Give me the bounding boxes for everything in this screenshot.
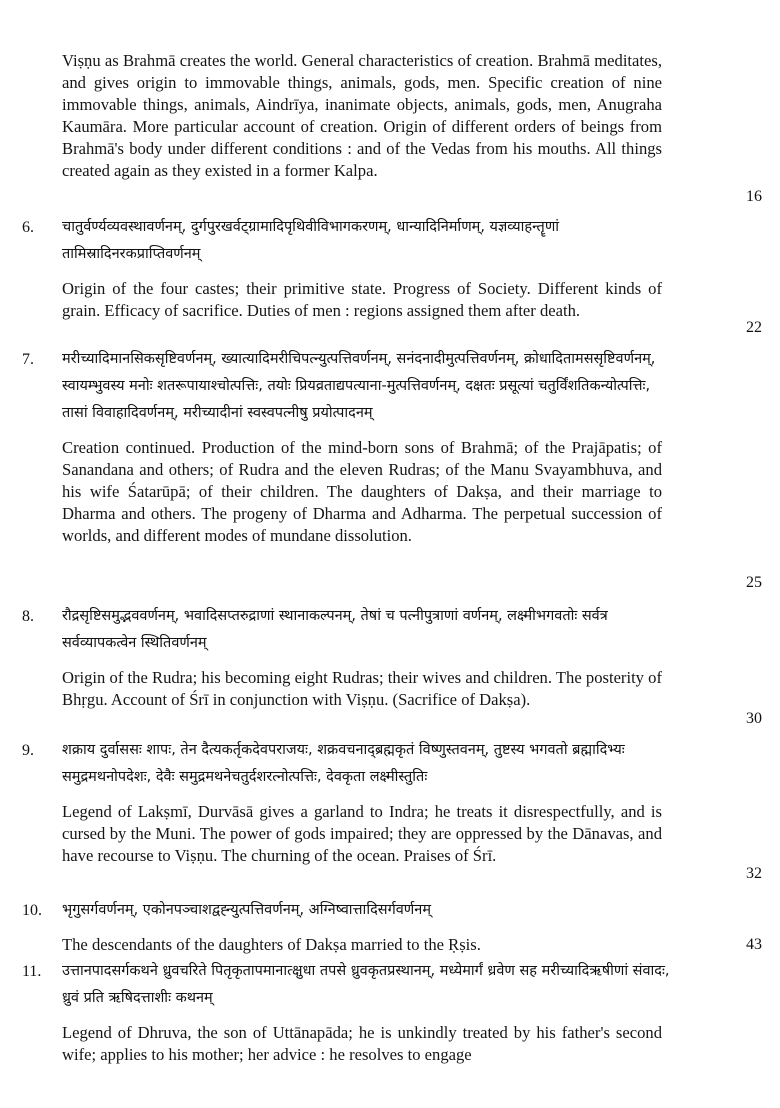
entry-page-number: 16: [746, 188, 762, 205]
entry-english: Viṣṇu as Brahmā creates the world. General characteristics of creation. Brahmā meditates, and gives origin to immovable things, animals, gods, men. Specific creation of nine immovable things, animals, Aindrīya, inanimate objects, animals, gods, men, Anugraha Kaumāra. More particular account of creation. Origin of different orders of beings from Brahmā's body under different conditions : and of the Vedas from his mouths. All things created again as they existed in a former Kalpa.: [62, 51, 662, 180]
entry-english: Origin of the four castes; their primitive state. Progress of Society. Different kinds of grain. Efficacy of sacrifice. Duties of men : regions assigned them after death.: [62, 279, 662, 320]
entry-page-number: 25: [746, 574, 762, 591]
entry-page-number: 32: [746, 865, 762, 882]
entry-page-number: 22: [746, 319, 762, 336]
entry-english: The descendants of the daughters of Dakṣa married to the Ṛṣis.: [62, 935, 481, 954]
entry-number: 6.: [22, 219, 34, 236]
entry-number: 7.: [22, 351, 34, 368]
entry-english: Legend of Dhruva, the son of Uttānapāda; he is unkindly treated by his father's second wife; applies to his mother; her advice : he resolves to engage: [62, 1023, 662, 1064]
entry-7: [0, 346, 780, 591]
entry-9: [0, 737, 780, 882]
entry-page-number: 30: [746, 710, 762, 727]
entry-8: [0, 603, 780, 727]
entry-english: Legend of Lakṣmī, Durvāsā gives a garland to Indra; he treats it disrespectfully, and is cursed by the Muni. The power of gods impaired; they are oppressed by the Dānavas, and have recourse to Viṣṇu. The churning of the ocean. Praises of Śrī.: [62, 802, 662, 865]
entry-sanskrit: मरीच्यादिमानसिकसृष्टिवर्णनम्, ख्यात्यादिमरीचिपत्न्युत्पत्तिवर्णनम्, सनंदनादीमुत्पत्तिवर्णनम्, क्रोधादितामससृष्टिवर्णनम्, स्वायम्भुवस्य मनोः शतरूपायाश्चोत्पत्तिः, तयोः प्रियव्रताद्यपत्याना-मुत्पत्तिवर्णनम्, दक्षतः प्रसूत्यां चतुर्विंशतिकन्योत्पत्तिः, तासां विवाहादिवर्णनम्, मरीच्यादीनां स्वस्वपत्नीषु प्रयोत्पादनम्: [62, 351, 656, 421]
entry-5-continuation: [0, 50, 780, 205]
entry-sanskrit: चातुर्वर्ण्यव्यवस्थावर्णनम्, दुर्गपुरखर्वट्ग्रामादिपृथिवीविभागकरणम्, धान्यादिनिर्माणम्, यज्ञव्याहन्तॄणां तामिस्रादिनरकप्राप्तिवर्णनम्: [62, 219, 560, 262]
entry-english: Creation continued. Production of the mind-born sons of Brahmā; of the Prajāpatis; of Sanandana and others; of Rudra and the eleven Rudras; of the Manu Svayambhuva, and his wife Śatarūpā; of their children. The daughters of Dakṣa, and their marriage to Dharma and others. The progeny of Dharma and Adharma. The perpetual succession of worlds, and different modes of mundane dissolution.: [62, 438, 662, 545]
entry-sanskrit: भृगुसर्गवर्णनम्, एकोनपञ्चाशद्वह्न्युत्पत्तिवर्णनम्, अग्निष्वात्तादिसर्गवर्णनम्: [62, 902, 432, 918]
entry-6: [0, 214, 780, 336]
entry-english: Origin of the Rudra; his becoming eight Rudras; their wives and children. The posterity of Bhṛgu. Account of Śrī in conjunction with Viṣṇu. (Sacrifice of Dakṣa).: [62, 668, 662, 709]
entry-page-number: 43: [746, 936, 762, 953]
entry-10: [0, 897, 780, 956]
entry-number: 8.: [22, 608, 34, 625]
entry-11: [0, 958, 780, 1066]
entry-number: 11.: [22, 963, 42, 980]
entry-number: 9.: [22, 742, 34, 759]
entry-sanskrit: उत्तानपादसर्गकथने ध्रुवचरिते पितृकृतापमानात्क्षुधा तपसे ध्रुवकृतप्रस्थानम्, मध्येमार्गं ध्रवेण सह मरीच्यादिऋषीणां संवादः, ध्रुवं प्रति ऋषिदत्ताशीः कथनम्: [62, 963, 670, 1006]
entry-number: 10.: [22, 902, 42, 919]
entry-sanskrit: शक्राय दुर्वाससः शापः, तेन दैत्यकर्तृकदेवपराजयः, शक्रवचनाद्ब्रह्मकृतं विष्णुस्तवनम्, तुष्टस्य भगवतो ब्रह्मादिभ्यः समुद्रमथनोपदेशः, देवैः समुद्रमथनेचतुर्दशरत्नोत्पत्तिः, देवकृता लक्ष्मीस्तुतिः: [62, 742, 625, 785]
entry-sanskrit: रौद्रसृष्टिसमुद्भववर्णनम्, भवादिसप्तरुद्राणां स्थानाकल्पनम्, तेषां च पत्नीपुत्राणां वर्णनम्, लक्ष्मीभगवतोः सर्वत्र सर्वव्यापकत्वेन स्थितिवर्णनम्: [62, 608, 608, 651]
